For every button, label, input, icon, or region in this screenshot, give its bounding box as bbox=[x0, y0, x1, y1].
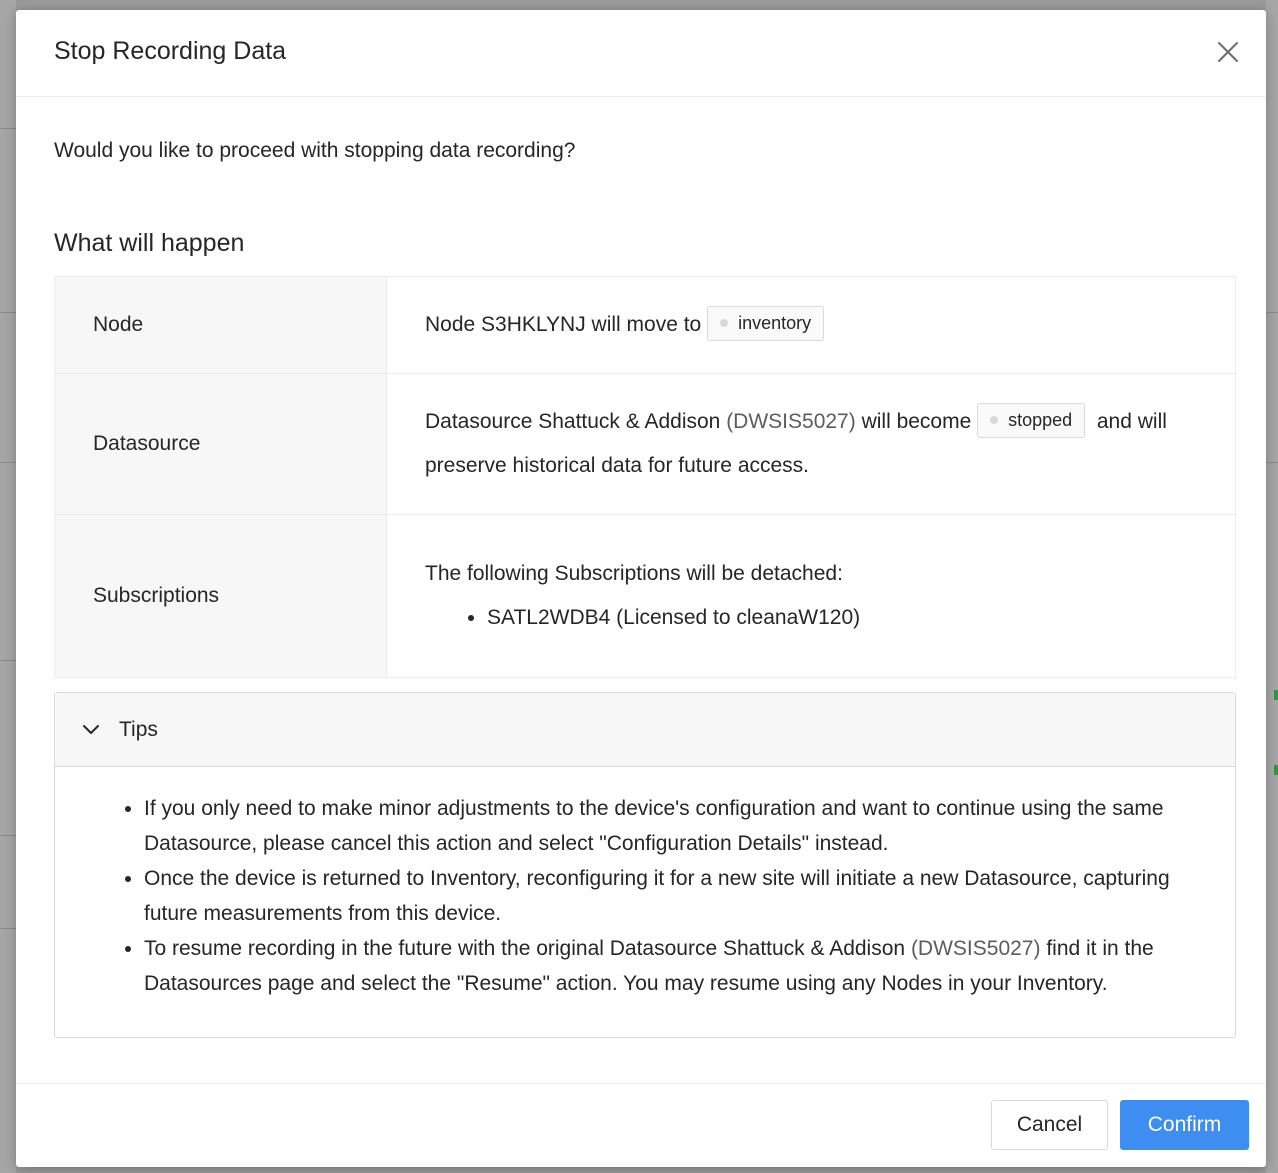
table-row-node bbox=[55, 277, 1236, 374]
background-divider bbox=[0, 835, 16, 836]
inventory-tag-label: inventory bbox=[738, 312, 812, 333]
row-label-subscriptions: Subscriptions bbox=[55, 515, 387, 678]
stop-recording-modal bbox=[16, 10, 1266, 1167]
tip-resume-text-end: find it in the Datasources page and select the "Resume" action. You may resume using any Nodes in your Inventory. bbox=[144, 937, 1154, 995]
chevron-down-icon bbox=[79, 718, 103, 742]
datasource-become-text: will become bbox=[861, 410, 972, 433]
stopped-tag-label: stopped bbox=[1008, 409, 1073, 430]
tips-panel bbox=[54, 692, 1236, 1038]
confirm-button[interactable]: Confirm bbox=[1120, 1100, 1249, 1150]
list-item: • Once the device is returned to Inventory, reconfiguring it for a new site will initiate a new Datasource, capturing future measurements from this device. bbox=[144, 861, 1195, 931]
subscriptions-intro: The following Subscriptions will be detached: bbox=[425, 562, 843, 585]
row-value-node bbox=[387, 277, 1236, 374]
status-dot-icon bbox=[720, 319, 728, 327]
modal-title: Stop Recording Data bbox=[54, 37, 287, 65]
cancel-button[interactable]: Cancel bbox=[991, 1100, 1108, 1150]
background-divider bbox=[1266, 462, 1278, 463]
background-status-indicator bbox=[1274, 765, 1278, 775]
background-status-indicator bbox=[1274, 690, 1278, 700]
tips-title: Tips bbox=[119, 717, 158, 741]
row-label-datasource: Datasource bbox=[55, 374, 387, 515]
section-title: What will happen bbox=[54, 229, 245, 257]
background-divider bbox=[1266, 312, 1278, 313]
background-left-strip bbox=[0, 0, 16, 1173]
modal-header bbox=[16, 10, 1266, 97]
table-row-datasource bbox=[55, 374, 1236, 515]
modal-footer bbox=[16, 1083, 1266, 1167]
list-item bbox=[144, 931, 1195, 1001]
close-button[interactable] bbox=[1212, 36, 1244, 68]
table-row-subscriptions bbox=[55, 515, 1236, 678]
confirmation-question: Would you like to proceed with stopping data recording? bbox=[54, 139, 576, 162]
background-divider bbox=[0, 312, 16, 313]
modal-body bbox=[54, 97, 1236, 1038]
inventory-status-tag bbox=[707, 306, 824, 341]
tip-resume-text: To resume recording in the future with the original Datasource Shattuck & Addison bbox=[144, 937, 906, 960]
row-value-subscriptions bbox=[387, 515, 1236, 678]
what-will-happen-table bbox=[54, 276, 1236, 678]
datasource-text: Datasource Shattuck & Addison bbox=[425, 410, 721, 433]
background-divider bbox=[0, 928, 16, 929]
tips-body bbox=[55, 767, 1235, 1037]
status-dot-icon bbox=[990, 416, 998, 424]
datasource-preserve-text: and will preserve historical data for future access. bbox=[425, 410, 1167, 477]
background-divider bbox=[0, 128, 16, 129]
background-right-strip bbox=[1266, 0, 1278, 1173]
row-label-node: Node bbox=[55, 277, 387, 374]
node-move-text: Node S3HKLYNJ will move to bbox=[425, 313, 702, 336]
datasource-code: (DWSIS5027) bbox=[910, 937, 1041, 960]
stopped-status-tag bbox=[977, 403, 1085, 438]
close-icon bbox=[1217, 41, 1239, 63]
background-divider bbox=[0, 660, 16, 661]
tips-list bbox=[95, 791, 1195, 1001]
row-value-datasource bbox=[387, 374, 1236, 515]
datasource-code: (DWSIS5027) bbox=[726, 410, 856, 433]
background-divider bbox=[0, 462, 16, 463]
tips-collapse-header[interactable] bbox=[55, 693, 1235, 767]
subscriptions-list bbox=[425, 596, 1205, 640]
list-item: • SATL2WDB4 (Licensed to cleanaW120) bbox=[487, 596, 1205, 640]
list-item: • If you only need to make minor adjustments to the device's configuration and want to continue using the same Datasource, please cancel this action and select "Configuration Details" instead. bbox=[144, 791, 1195, 861]
